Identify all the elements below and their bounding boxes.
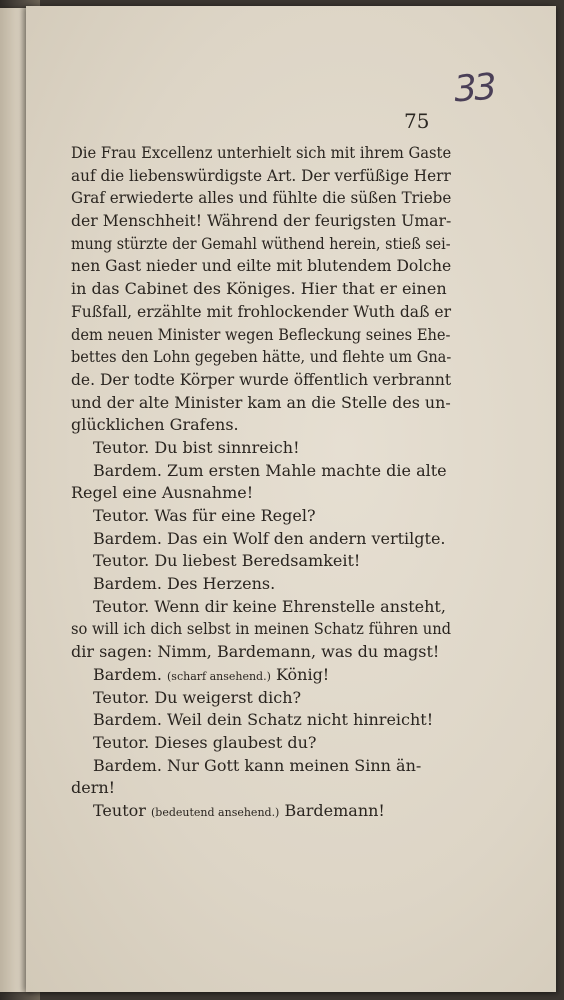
text-line: bettes den Lohn gegeben hätte, und flehte um Gna- [71, 347, 452, 367]
text-line: mung stürzte der Gemahl wüthend herein, stieß sei- [71, 233, 451, 253]
text-line: der Menschheit! Während der feurigsten Umar- [71, 211, 452, 231]
dialogue-line: Bardem. Zum ersten Mahle machte die alte [93, 460, 447, 480]
dialogue-line: Teutor. Du weigerst dich? [93, 687, 302, 707]
dialogue-line: Teutor. Was für eine Regel? [93, 506, 316, 525]
text-line: glücklichen Grafens. [71, 415, 239, 435]
stage-direction: (scharf ansehend.) [167, 669, 271, 683]
dialogue-line: Teutor. Du bist sinnreich! [93, 437, 300, 457]
dialogue-line: Teutor. Dieses glaubest du? [93, 732, 317, 752]
text-line: Graf erwiederte alles und fühlte die süßen Triebe [71, 188, 452, 208]
book-page [26, 6, 556, 992]
dialogue-line: Bardem. Weil dein Schatz nicht hinreicht! [93, 710, 434, 730]
dialogue-line: Bardem. Das ein Wolf den andern vertilgte. [93, 528, 446, 548]
dialogue-line: Bardem. (scharf ansehend.) König! [93, 664, 330, 684]
dialogue-line: Teutor. Du liebest Beredsamkeit! [93, 551, 361, 571]
page-text [71, 142, 451, 823]
text-line: Die Frau Excellenz unterhielt sich mit ihrem Gaste [71, 143, 452, 162]
dialogue-line: Teutor (bedeutend ansehend.) Bardemann! [93, 800, 385, 820]
text-line: so will ich dich selbst in meinen Schatz führen und [71, 619, 452, 639]
text-line: in das Cabinet des Königes. Hier that er einen [71, 279, 447, 299]
text-line: dem neuen Minister wegen Befleckung seines Ehe- [71, 324, 451, 344]
page-number: 75 [404, 109, 430, 133]
dialogue-line: Bardem. Des Herzens. [93, 574, 276, 594]
text-line: dir sagen: Nimm, Bardemann, was du magst! [71, 642, 440, 662]
handwritten-folio-number: 33 [452, 66, 496, 111]
previous-page-edge [0, 8, 28, 992]
text-line: Fußfall, erzählte mit frohlockender Wuth daß er [71, 301, 452, 321]
text-line: Regel eine Ausnahme! [71, 483, 254, 503]
dialogue-line: Teutor. Wenn dir keine Ehrenstelle ansteht, [93, 596, 446, 616]
text-line: und der alte Minister kam an die Stelle des un- [71, 392, 451, 412]
text-line: auf die liebenswürdigste Art. Der verfüßige Herr [71, 165, 451, 185]
text-line: de. Der todte Körper wurde öffentlich verbrannt [71, 369, 452, 389]
text-line: dern! [71, 778, 116, 798]
dialogue-line: Bardem. Nur Gott kann meinen Sinn än- [93, 755, 422, 775]
stage-direction: (bedeutend ansehend.) [151, 805, 280, 819]
text-line: nen Gast nieder und eilte mit blutendem Dolche [71, 256, 452, 276]
